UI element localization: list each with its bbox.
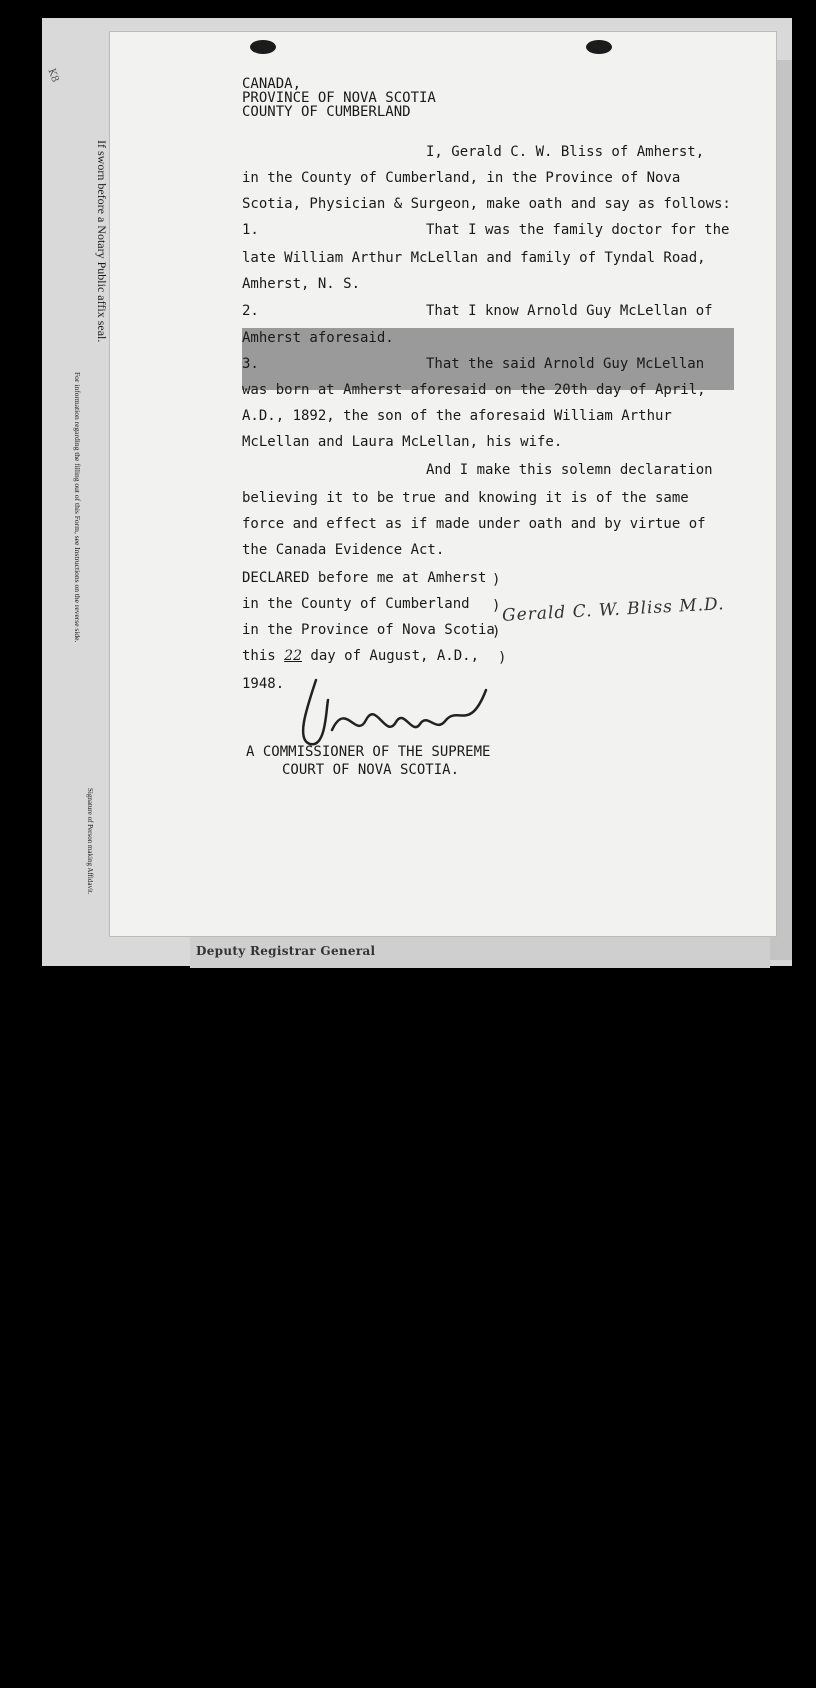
declared-this: this	[242, 648, 276, 664]
punch-hole	[250, 40, 276, 54]
bracket: )	[492, 572, 501, 588]
body-line: That the said Arnold Guy McLellan	[426, 356, 705, 372]
bracket: )	[498, 650, 507, 666]
declared-line-3: in the Province of Nova Scotia	[242, 622, 495, 638]
declarant-signature: Gerald C. W. Bliss M.D.	[501, 594, 725, 626]
declared-line-1: DECLARED before me at Amherst	[242, 570, 487, 586]
margin-signature-label: Signature of Person making Affidavit.	[86, 788, 94, 895]
body-line: Scotia, Physician & Surgeon, make oath and say as follows:	[242, 196, 731, 212]
header-county: COUNTY OF CUMBERLAND	[242, 104, 411, 120]
body-line: Amherst, N. S.	[242, 276, 361, 292]
bracket: )	[492, 598, 501, 614]
header-country: CANADA,	[242, 76, 302, 92]
affidavit-page	[110, 32, 776, 936]
body-line: I, Gerald C. W. Bliss of Amherst,	[426, 144, 705, 160]
commissioner-title-2: COURT OF NOVA SCOTIA.	[282, 762, 460, 778]
paragraph-number: 3.	[242, 356, 259, 372]
declared-line-2: in the County of Cumberland	[242, 596, 470, 612]
body-line: believing it to be true and knowing it is of the same	[242, 490, 689, 506]
bracket: )	[492, 624, 501, 640]
body-line: And I make this solemn declaration	[426, 462, 713, 478]
body-line: the Canada Evidence Act.	[242, 542, 445, 558]
body-line: in the County of Cumberland, in the Province of Nova	[242, 170, 681, 186]
paragraph-number: 1.	[242, 222, 259, 238]
registrar-stamp: Deputy Registrar General	[196, 944, 376, 958]
body-line: was born at Amherst aforesaid on the 20th day of April,	[242, 382, 706, 398]
body-line: McLellan and Laura McLellan, his wife.	[242, 434, 563, 450]
body-line: That I was the family doctor for the	[426, 222, 730, 238]
declared-line-4	[242, 648, 479, 664]
punch-hole	[586, 40, 612, 54]
body-line: force and effect as if made under oath and by virtue of	[242, 516, 706, 532]
paragraph-number: 2.	[242, 303, 259, 319]
commissioner-signature	[286, 670, 506, 750]
margin-jurat-note-2: If sworn before a Notary Public affix seal.	[95, 140, 109, 343]
commissioner-title-1: A COMMISSIONER OF THE SUPREME	[246, 744, 491, 760]
margin-instructions: For information regarding the filling out of this Form, see Instructions on the reverse side.	[73, 372, 82, 643]
body-line: That I know Arnold Guy McLellan of	[426, 303, 713, 319]
header-province: PROVINCE OF NOVA SCOTIA	[242, 90, 436, 106]
declared-date-suffix: day of August, A.D.,	[310, 648, 479, 664]
handwritten-day: 22	[284, 648, 302, 664]
body-line: late William Arthur McLellan and family of Tyndal Road,	[242, 250, 706, 266]
margin-corner-note: K8	[45, 67, 61, 84]
body-line: A.D., 1892, the son of the aforesaid William Arthur	[242, 408, 672, 424]
declared-year: 1948.	[242, 676, 285, 692]
body-line: Amherst aforesaid.	[242, 330, 394, 346]
